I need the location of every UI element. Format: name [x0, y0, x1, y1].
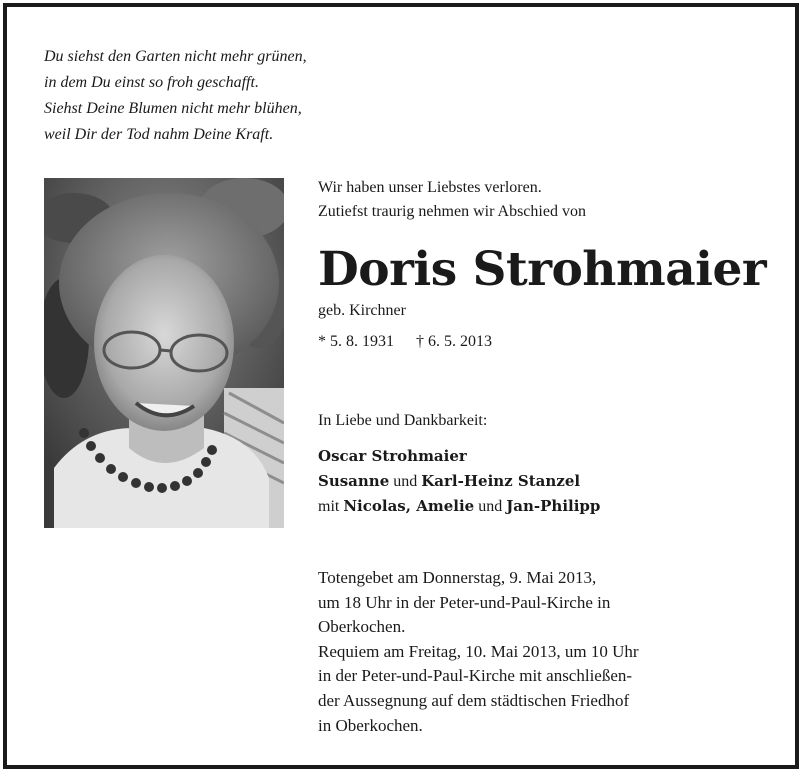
service-line: in Oberkochen.	[318, 715, 423, 735]
mourner-name: Jan-Philipp	[506, 497, 601, 515]
portrait-photo	[44, 178, 284, 528]
mourner-name: Susanne	[318, 472, 390, 490]
portrait-image	[44, 178, 284, 528]
poem	[44, 44, 307, 148]
mourner-line	[318, 444, 600, 469]
service-info	[318, 566, 639, 738]
connector-text: und	[478, 498, 503, 515]
service-line: der Aussegnung auf dem städtischen Friedhof	[318, 690, 630, 710]
service-line: Requiem am Freitag, 10. Mai 2013, um 10 Uhr	[318, 641, 639, 661]
service-line: in der Peter-und-Paul-Kirche mit anschließen-	[318, 666, 633, 686]
mourners-heading: In Liebe und Dankbarkeit:	[318, 412, 488, 429]
mourner-name: Karl-Heinz Stanzel	[421, 472, 581, 490]
maiden-name: geb. Kirchner	[318, 302, 406, 319]
birth-date: * 5. 8. 1931	[318, 333, 394, 350]
mourner-line	[318, 469, 600, 494]
intro-text	[318, 176, 586, 224]
mourner-name: Nicolas, Amelie	[343, 497, 475, 515]
mourner-line	[318, 494, 600, 519]
intro-line: Wir haben unser Liebstes verloren.	[318, 179, 542, 196]
deceased-name: Doris Strohmaier	[318, 242, 767, 297]
death-date: † 6. 5. 2013	[416, 333, 492, 350]
connector-text: mit	[318, 498, 340, 515]
mourners-list	[318, 444, 600, 519]
poem-line: Du siehst den Garten nicht mehr grünen,	[44, 48, 307, 65]
service-line: Oberkochen.	[318, 617, 406, 637]
service-line: um 18 Uhr in der Peter-und-Paul-Kirche in	[318, 592, 611, 612]
poem-line: in dem Du einst so froh geschafft.	[44, 74, 259, 91]
service-line: Totengebet am Donnerstag, 9. Mai 2013,	[318, 568, 597, 587]
connector-text: und	[393, 473, 418, 490]
mourner-name: Oscar Strohmaier	[318, 447, 467, 465]
poem-line: weil Dir der Tod nahm Deine Kraft.	[44, 126, 274, 143]
poem-line: Siehst Deine Blumen nicht mehr blühen,	[44, 100, 302, 117]
intro-line: Zutiefst traurig nehmen wir Abschied von	[318, 203, 586, 220]
life-dates	[318, 333, 492, 351]
